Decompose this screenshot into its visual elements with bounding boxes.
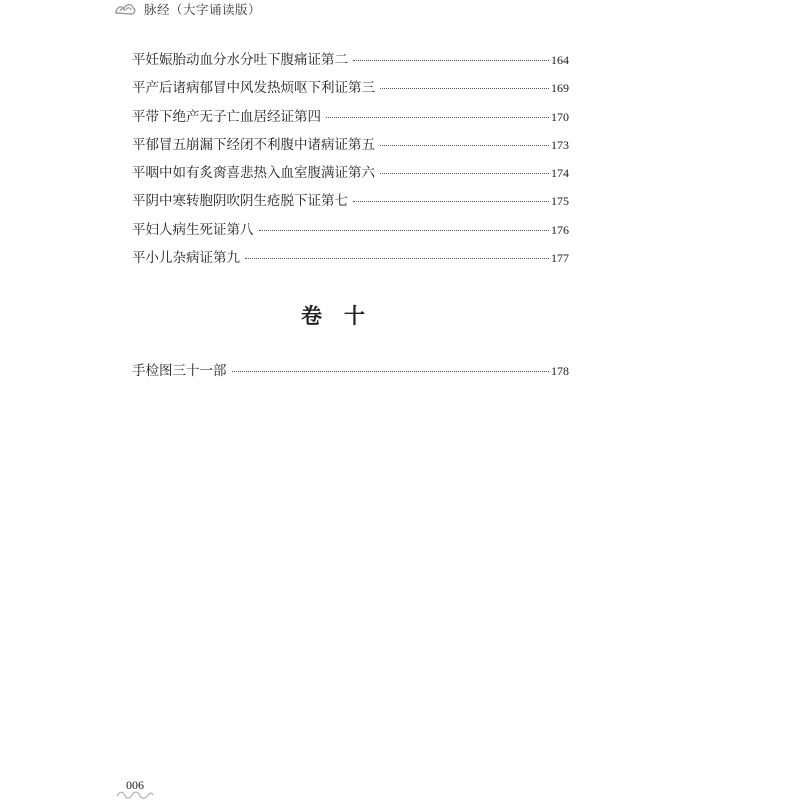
running-header (114, 0, 261, 18)
toc-entry (132, 189, 569, 217)
cloud-ornament-icon (114, 1, 136, 17)
toc-entry (132, 133, 569, 161)
toc-entry (132, 246, 569, 274)
book-title: 脉经（大字诵读版） (144, 2, 262, 17)
toc-entry-title: 平产后诸病郁冒中风发热烦呕下利证第三 (132, 80, 375, 97)
toc-entry-page: 164 (551, 53, 569, 67)
dot-leader (232, 371, 550, 372)
toc-entry-title: 平小儿杂病证第九 (132, 250, 240, 267)
toc-entry-title: 平咽中如有炙脔喜悲热入血室腹满证第六 (132, 165, 375, 182)
toc-entry (132, 105, 569, 133)
toc-entry-page: 173 (551, 137, 569, 152)
wave-ornament-icon (116, 790, 154, 800)
dot-leader (353, 201, 549, 202)
toc-entry-page: 176 (551, 222, 569, 237)
toc-entry-page: 174 (551, 166, 569, 181)
dot-leader (380, 173, 549, 174)
toc-entry-page: 175 (551, 194, 569, 209)
toc-entry-title: 平带下绝产无子亡血居经证第四 (132, 108, 321, 125)
toc-entry (132, 161, 569, 189)
page-number: 006 (126, 778, 144, 792)
toc-list-lower (132, 359, 569, 387)
toc-entry-page: 178 (551, 364, 569, 378)
toc-entry-title: 平妊娠胎动血分水分吐下腹痛证第二 (132, 52, 348, 68)
toc-entry (132, 48, 569, 76)
toc-entry-page: 169 (551, 81, 569, 96)
dot-leader (353, 60, 549, 61)
toc-entry-title: 平妇人病生死证第八 (132, 221, 254, 238)
dot-leader (380, 145, 549, 146)
toc-entry-title: 平阴中寒转胞阴吹阴生疮脱下证第七 (132, 193, 348, 210)
toc-entry-page: 170 (551, 109, 569, 124)
toc-entry (132, 76, 569, 104)
toc-entry-page: 177 (551, 251, 569, 266)
toc-entry (132, 218, 569, 246)
toc-entry-title: 平郁冒五崩漏下经闭不利腹中诸病证第五 (132, 136, 375, 153)
dot-leader (326, 117, 549, 118)
toc-list-upper (132, 48, 569, 274)
dot-leader (259, 230, 550, 231)
dot-leader (245, 258, 549, 259)
toc-entry (132, 359, 569, 387)
volume-heading: 卷十 (301, 303, 387, 328)
dot-leader (380, 88, 549, 89)
toc-entry-title: 手检图三十一部 (132, 363, 227, 379)
